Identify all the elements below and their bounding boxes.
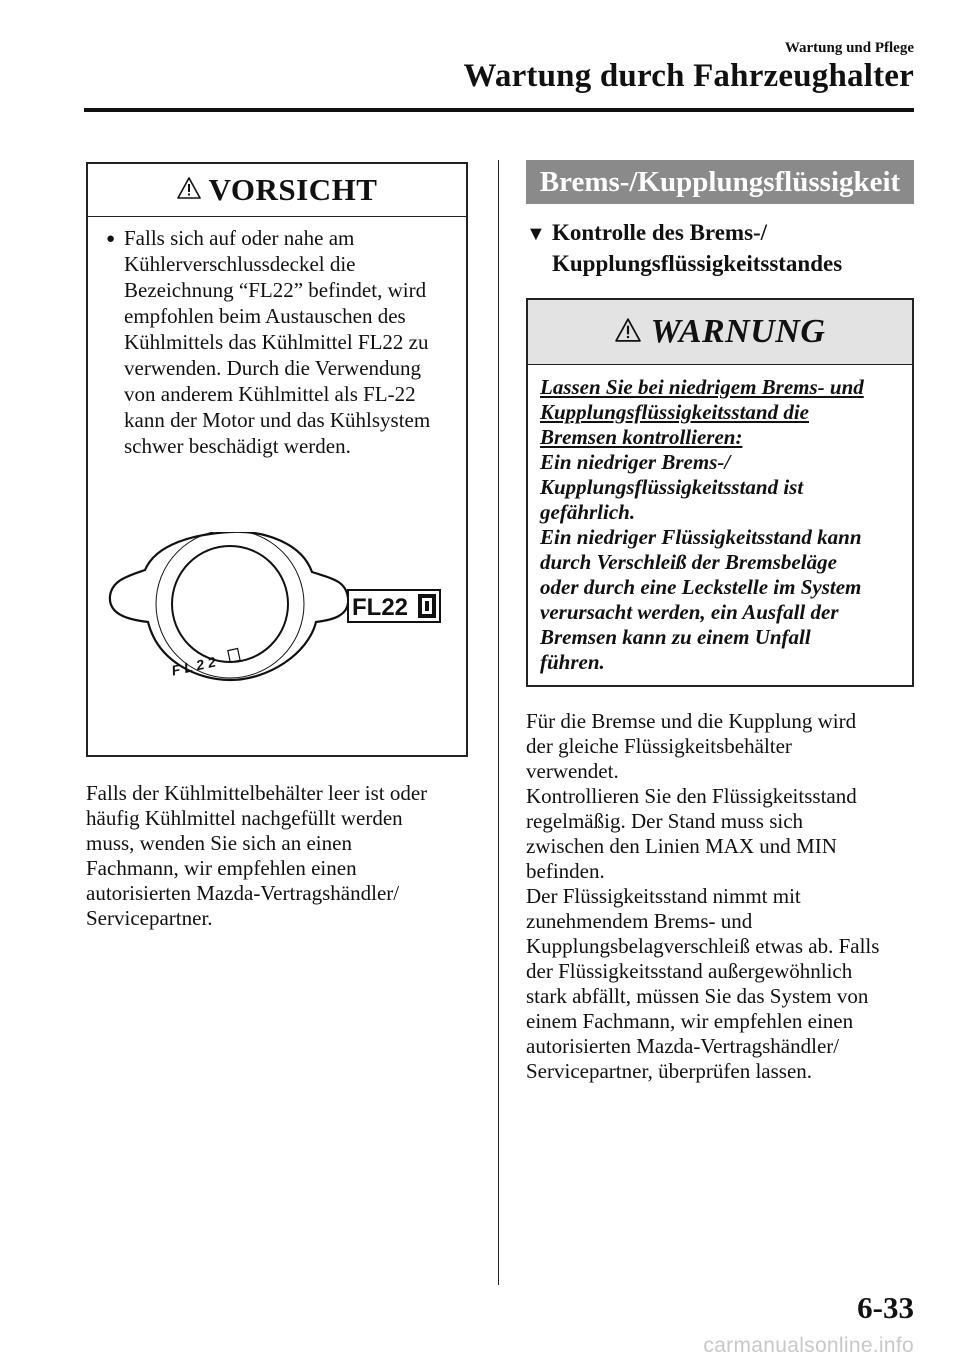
paragraph-line: der gleiche Flüssigkeitsbehälter xyxy=(526,734,792,758)
caution-line: Bezeichnung “FL22” befindet, wird xyxy=(124,278,427,302)
warning-line: Lassen Sie bei niedrigem Brems- und xyxy=(540,375,864,399)
header-rule xyxy=(84,108,914,112)
caution-box xyxy=(86,162,468,757)
warning-line: verursacht werden, ein Ausfall der xyxy=(540,600,839,624)
paragraph-line: verwendet. xyxy=(526,759,619,783)
section-banner: Brems-/Kupplungsflüssigkeit xyxy=(526,160,914,204)
warning-title: WARNUNG xyxy=(650,313,826,350)
caution-line: Kühlerverschlussdeckel die xyxy=(124,252,356,276)
paragraph-line: Fachmann, wir empfehlen einen xyxy=(86,856,357,880)
warning-box xyxy=(526,298,914,687)
section-title: Wartung durch Fahrzeughalter xyxy=(463,58,914,94)
warning-line: Kupplungsflüssigkeitsstand die xyxy=(540,400,809,424)
column-divider xyxy=(498,160,499,1285)
caution-line: von anderem Kühlmittel als FL-22 xyxy=(124,382,416,406)
paragraph-line: zwischen den Linien MAX und MIN xyxy=(526,834,837,858)
warning-line: Ein niedriger Flüssigkeitsstand kann xyxy=(540,525,862,549)
warning-triangle-icon xyxy=(177,177,201,204)
paragraph-line: einem Fachmann, wir empfehlen einen xyxy=(526,1009,854,1033)
caution-text xyxy=(124,225,452,459)
paragraph-line: regelmäßig. Der Stand muss sich xyxy=(526,809,804,833)
warning-line: Bremsen kontrollieren: xyxy=(540,425,743,449)
caution-line: empfohlen beim Austauschen des xyxy=(124,304,406,328)
warning-line: Bremsen kann zu einem Unfall xyxy=(540,625,811,649)
coolant-paragraph xyxy=(86,781,476,931)
radiator-cap-illustration xyxy=(98,532,458,697)
paragraph-line: Servicepartner, überprüfen lassen. xyxy=(526,1059,813,1083)
paragraph-line: Kupplungsbelagverschleiß etwas ab. Falls xyxy=(526,934,880,958)
svg-text:FL22: FL22 xyxy=(170,652,222,679)
warning-line: Ein niedriger Brems-/ xyxy=(540,450,731,474)
paragraph-line: autorisierten Mazda-Vertragshändler/ xyxy=(526,1034,840,1058)
brake-fluid-paragraph xyxy=(526,709,926,1084)
svg-text:FL22: FL22 xyxy=(352,594,409,621)
paragraph-line: zunehmendem Brems- und xyxy=(526,909,753,933)
paragraph-line: häufig Kühlmittel nachgefüllt werden xyxy=(86,806,403,830)
paragraph-line: Für die Bremse und die Kupplung wird xyxy=(526,709,857,733)
paragraph-line: stark abfällt, müssen Sie das System von xyxy=(526,984,869,1008)
warning-line: oder durch eine Leckstelle im System xyxy=(540,575,862,599)
paragraph-line: Falls der Kühlmittelbehälter leer ist oder xyxy=(86,781,428,805)
paragraph-line: autorisierten Mazda-Vertragshändler/ xyxy=(86,881,400,905)
warning-triangle-icon xyxy=(615,318,641,347)
caution-line: schwer beschädigt werden. xyxy=(124,434,351,458)
paragraph-line: muss, wenden Sie sich an einen xyxy=(86,831,352,855)
paragraph-line: Kontrollieren Sie den Flüssigkeitsstand xyxy=(526,784,857,808)
bullet-icon: ● xyxy=(106,231,116,247)
subheading-line: Kupplungsflüssigkeitsstandes xyxy=(552,251,843,276)
caution-body xyxy=(88,217,466,459)
subheading xyxy=(526,218,926,279)
warning-body xyxy=(528,365,912,675)
down-triangle-icon: ▼ xyxy=(526,223,546,245)
chapter-label: Wartung und Pflege xyxy=(784,40,914,56)
paragraph-line: der Flüssigkeitsstand außergewöhnlich xyxy=(526,959,853,983)
page-number: 6-33 xyxy=(857,1290,914,1325)
warning-line: führen. xyxy=(540,650,605,674)
warning-line: durch Verschleiß der Bremsbeläge xyxy=(540,550,837,574)
warning-line: Kupplungsflüssigkeitsstand ist xyxy=(540,475,804,499)
caution-title: VORSICHT xyxy=(208,172,378,207)
watermark: carmanualsonline.info xyxy=(703,1334,914,1357)
caution-header xyxy=(88,164,466,217)
caution-line: verwenden. Durch die Verwendung xyxy=(124,356,422,380)
paragraph-line: Servicepartner. xyxy=(86,906,213,930)
warning-line: gefährlich. xyxy=(540,500,636,524)
warning-header xyxy=(528,300,912,365)
paragraph-line: Der Flüssigkeitsstand nimmt mit xyxy=(526,884,801,908)
caution-line: kann der Motor und das Kühlsystem xyxy=(124,408,431,432)
caution-line: Kühlmittels das Kühlmittel FL22 zu xyxy=(124,330,429,354)
subheading-line: Kontrolle des Brems-/ xyxy=(552,220,768,245)
caution-line: Falls sich auf oder nahe am xyxy=(124,226,355,250)
fl22-label xyxy=(348,590,440,622)
paragraph-line: befinden. xyxy=(526,859,605,883)
